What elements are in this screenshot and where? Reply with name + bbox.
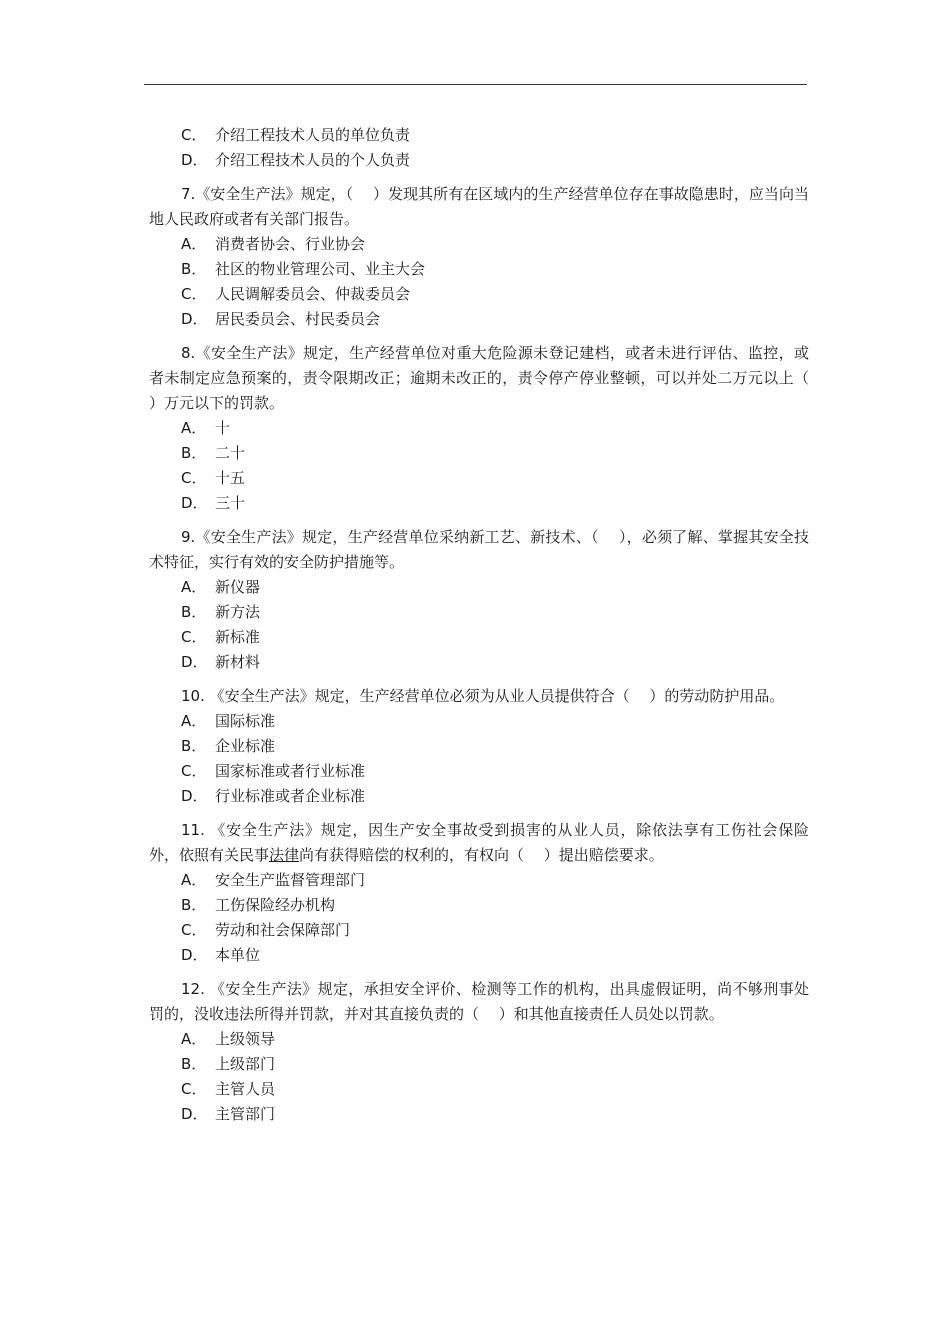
- question-text: 《安全生产法》规定，生产经营单位采纳新工艺、新技术、（ ），必须了解、掌握其安全技术特征，实行有效的安全防护措施等。: [149, 528, 809, 571]
- question-12: [149, 977, 809, 1027]
- question-number: 7.: [181, 185, 196, 203]
- option-letter: B．: [181, 1055, 207, 1073]
- option-c: [149, 123, 809, 148]
- option-d: [149, 650, 809, 675]
- question-number: 11.: [181, 821, 205, 839]
- option-d: [149, 1102, 809, 1127]
- option-b: [149, 1052, 809, 1077]
- option-text: 新方法: [215, 603, 261, 621]
- option-letter: D．: [181, 653, 208, 671]
- question-8: [149, 341, 829, 416]
- option-letter: B．: [181, 260, 207, 278]
- option-d: [149, 148, 809, 173]
- question-number: 12.: [181, 980, 205, 998]
- option-d: [149, 491, 809, 516]
- header-rule: [144, 84, 807, 85]
- question-text: 《安全生产法》规定，（ ）发现其所有在区域内的生产经营单位存在事故隐患时，应当向当地人民政府或者有关部门报告。: [149, 185, 809, 228]
- option-letter: D．: [181, 1105, 208, 1123]
- option-letter: C．: [181, 126, 207, 144]
- option-text: 社区的物业管理公司、业主大会: [215, 260, 426, 278]
- option-letter: C．: [181, 1080, 207, 1098]
- option-text: 国际标准: [215, 712, 276, 730]
- option-c: [149, 759, 809, 784]
- question-10: [149, 684, 809, 709]
- option-text: 三十: [215, 494, 246, 512]
- option-text: 工伤保险经办机构: [215, 896, 336, 914]
- option-b: [149, 734, 809, 759]
- option-text: 十: [215, 419, 231, 437]
- page-content: [149, 123, 829, 1127]
- option-a: [149, 232, 809, 257]
- option-letter: A．: [181, 871, 207, 889]
- question-11: [149, 818, 809, 868]
- option-letter: C．: [181, 921, 207, 939]
- option-c: [149, 282, 809, 307]
- option-text: 新仪器: [215, 578, 261, 596]
- option-letter: B．: [181, 737, 207, 755]
- option-b: [149, 257, 809, 282]
- option-letter: D．: [181, 787, 208, 805]
- question-9: [149, 525, 809, 575]
- option-letter: B．: [181, 896, 207, 914]
- option-text: 企业标准: [215, 737, 276, 755]
- option-letter: A．: [181, 578, 207, 596]
- option-text: 上级部门: [215, 1055, 276, 1073]
- question-7: [149, 182, 809, 232]
- option-a: [149, 868, 809, 893]
- option-letter: D．: [181, 310, 208, 328]
- option-text: 本单位: [215, 946, 261, 964]
- option-text: 十五: [215, 469, 246, 487]
- option-text: 介绍工程技术人员的个人负责: [215, 151, 411, 169]
- option-text: 居民委员会、村民委员会: [215, 310, 381, 328]
- option-c: [149, 466, 809, 491]
- question-number: 10.: [181, 687, 205, 705]
- option-letter: A．: [181, 1030, 207, 1048]
- option-text: 主管部门: [215, 1105, 276, 1123]
- option-text: 新标准: [215, 628, 261, 646]
- option-letter: C．: [181, 762, 207, 780]
- option-letter: A．: [181, 419, 207, 437]
- option-text: 行业标准或者企业标准: [215, 787, 366, 805]
- option-letter: C．: [181, 628, 207, 646]
- question-number: 9.: [181, 528, 196, 546]
- option-c: [149, 1077, 809, 1102]
- question-text: 《安全生产法》规定，生产经营单位必须为从业人员提供符合（ ）的劳动防护用品。: [209, 687, 785, 705]
- option-a: [149, 709, 809, 734]
- option-a: [149, 1027, 809, 1052]
- option-d: [149, 943, 809, 968]
- option-text: 人民调解委员会、仲裁委员会: [215, 285, 411, 303]
- option-a: [149, 416, 809, 441]
- option-letter: C．: [181, 285, 207, 303]
- question-text: 《安全生产法》规定，承担安全评价、检测等工作的机构，出具虚假证明，尚不够刑事处罚的，没收违法所得并罚款，并对其直接负责的（ ）和其他直接责任人员处以罚款。: [149, 980, 809, 1023]
- option-text: 劳动和社会保障部门: [215, 921, 351, 939]
- question-text: 《安全生产法》规定，因生产安全事故受到损害的从业人员，除依法享有工伤社会保险外，依照有关民事: [149, 821, 809, 864]
- option-text: 消费者协会、行业协会: [215, 235, 366, 253]
- option-letter: C．: [181, 469, 207, 487]
- option-text: 介绍工程技术人员的单位负责: [215, 126, 411, 144]
- option-text: 上级领导: [215, 1030, 276, 1048]
- option-letter: B．: [181, 444, 207, 462]
- option-b: [149, 441, 809, 466]
- option-text: 国家标准或者行业标准: [215, 762, 366, 780]
- option-letter: D．: [181, 151, 208, 169]
- option-text: 安全生产监督管理部门: [215, 871, 366, 889]
- option-a: [149, 575, 809, 600]
- option-letter: D．: [181, 494, 208, 512]
- question-number: 8.: [181, 344, 196, 362]
- question-text: 《安全生产法》规定，生产经营单位对重大危险源未登记建档，或者未进行评估、监控，或者未制定应急预案的，责令限期改正；逾期未改正的，责令停产停业整顿，可以并处二万元以上（ ）万元以下的罚款。: [149, 344, 829, 412]
- option-text: 二十: [215, 444, 246, 462]
- option-letter: A．: [181, 235, 207, 253]
- option-d: [149, 784, 809, 809]
- option-b: [149, 600, 809, 625]
- option-letter: D．: [181, 946, 208, 964]
- option-letter: B．: [181, 603, 207, 621]
- option-d: [149, 307, 809, 332]
- underlined-term: 法律: [269, 846, 300, 864]
- option-c: [149, 918, 809, 943]
- option-text: 新材料: [215, 653, 261, 671]
- option-c: [149, 625, 809, 650]
- question-text-continued: 尚有获得赔偿的权利的，有权向（ ）提出赔偿要求。: [299, 846, 664, 864]
- option-b: [149, 893, 809, 918]
- option-letter: A．: [181, 712, 207, 730]
- option-text: 主管人员: [215, 1080, 276, 1098]
